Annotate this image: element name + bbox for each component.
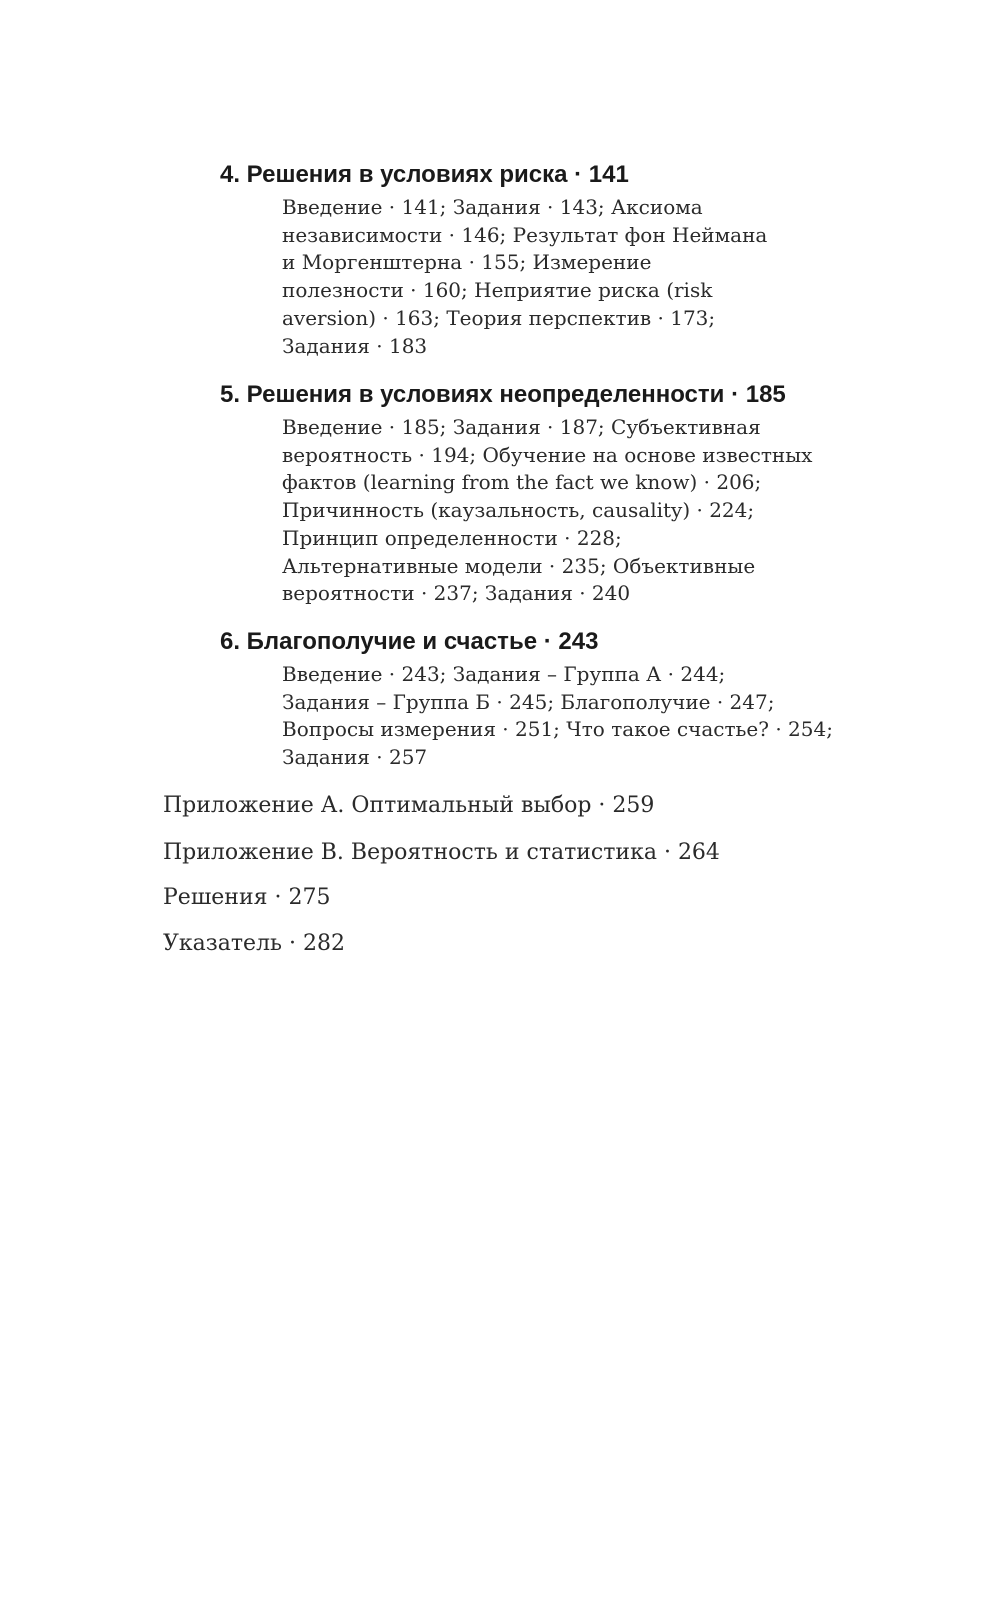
chapter-contents <box>282 414 860 608</box>
toc-line: Введение · 243; Задания – Группа А · 244; <box>282 662 726 686</box>
toc-line: Причинность (каузальность, causality) · 224; <box>282 498 755 523</box>
chapter-title: 5. Решения в условиях неопределенности · 185 <box>220 381 786 408</box>
toc-line: фактов (learning from the fact we know) · 206; <box>282 470 762 495</box>
toc-line: aversion) · 163; Теория перспектив · 173; <box>282 305 716 330</box>
toc-chapter-5 <box>220 380 860 608</box>
toc-line: Задания – Группа Б · 245; Благополучие · 247; <box>282 689 775 714</box>
toc-line: Задания · 183 <box>282 333 428 358</box>
toc-line: Альтернативные модели · 235; Объективные <box>282 553 756 578</box>
toc-line: Вопросы измерения · 251; Что такое счастье? · 254; <box>282 717 833 742</box>
toc-line: независимости · 146; Результат фон Неймана <box>282 222 768 247</box>
toc-line: Принцип определенности · 228; <box>282 525 622 550</box>
toc-index: Указатель · 282 <box>163 931 345 956</box>
toc-line: Задания · 257 <box>282 745 428 770</box>
toc-chapter-4 <box>220 160 860 360</box>
toc-line: и Моргенштерна · 155; Измерение <box>282 250 652 275</box>
toc-appendix-a: Приложение А. Оптимальный выбор · 259 <box>163 793 655 818</box>
chapter-title: 4. Решения в условиях риска · 141 <box>220 161 629 188</box>
toc-solutions: Решения · 275 <box>163 885 331 910</box>
toc-line: Введение · 185; Задания · 187; Субъективная <box>282 415 761 439</box>
toc-line: вероятность · 194; Обучение на основе известных <box>282 442 813 467</box>
toc-chapter-6 <box>220 627 860 772</box>
toc-line: полезности · 160; Неприятие риска (risk <box>282 278 713 303</box>
toc-line: Введение · 141; Задания · 143; Аксиома <box>282 195 703 219</box>
toc-line: вероятности · 237; Задания · 240 <box>282 581 631 606</box>
toc-appendix-b: Приложение В. Вероятность и статистика · 264 <box>163 840 720 865</box>
chapter-contents <box>282 661 860 772</box>
chapter-contents <box>282 194 860 360</box>
chapter-title: 6. Благополучие и счастье · 243 <box>220 628 599 655</box>
